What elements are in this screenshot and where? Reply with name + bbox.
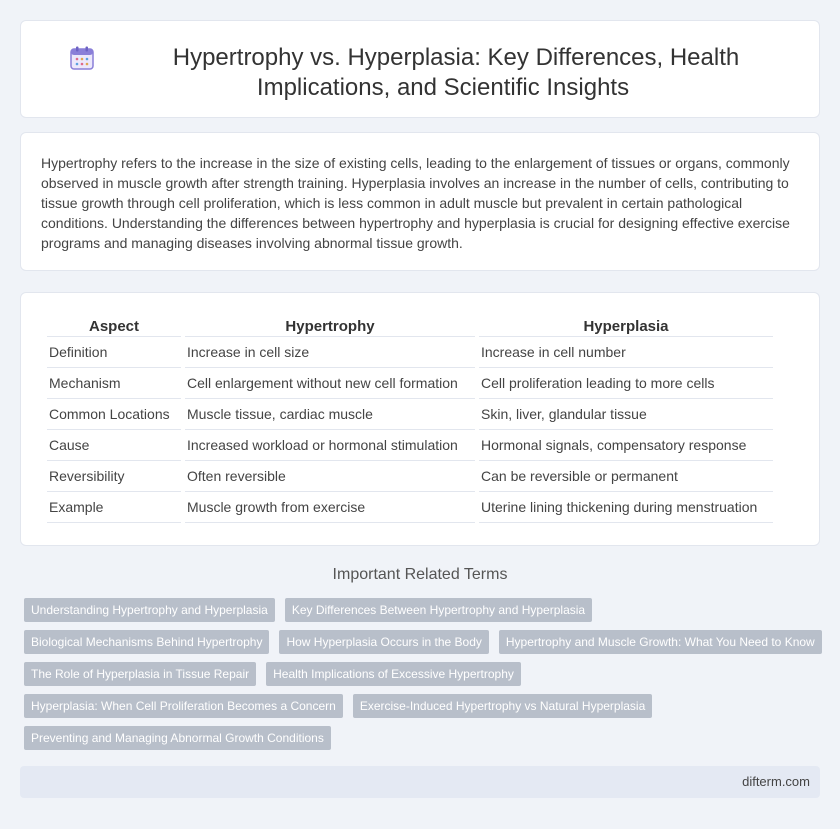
- table-cell: Can be reversible or permanent: [479, 461, 773, 492]
- comparison-table: [43, 315, 777, 523]
- header-card: [20, 20, 820, 118]
- table-row: [47, 492, 773, 523]
- footer-site-name[interactable]: difterm.com: [742, 774, 810, 789]
- table-cell: Uterine lining thickening during menstruation: [479, 492, 773, 523]
- table-cell: Common Locations: [47, 399, 181, 430]
- related-term-link[interactable]: Understanding Hypertrophy and Hyperplasia: [24, 598, 275, 622]
- footer: [20, 766, 820, 798]
- table-cell: Muscle growth from exercise: [185, 492, 475, 523]
- tag-row: [24, 662, 531, 686]
- table-cell: Increase in cell number: [479, 337, 773, 368]
- column-header-hypertrophy: Hypertrophy: [185, 315, 475, 337]
- column-header-aspect: Aspect: [47, 315, 181, 337]
- page-title: Hypertrophy vs. Hyperplasia: Key Differences, Health Implications, and Scientific Insights: [172, 44, 740, 101]
- table-row: [47, 461, 773, 492]
- related-term-link[interactable]: Exercise-Induced Hypertrophy vs Natural Hyperplasia: [353, 694, 652, 718]
- table-row: [47, 430, 773, 461]
- table-cell: Reversibility: [47, 461, 181, 492]
- related-term-link[interactable]: Key Differences Between Hypertrophy and Hyperplasia: [285, 598, 592, 622]
- comparison-table-card: [20, 292, 820, 546]
- table-row: [47, 368, 773, 399]
- related-term-link[interactable]: Hyperplasia: When Cell Proliferation Becomes a Concern: [24, 694, 343, 718]
- related-term-link[interactable]: Preventing and Managing Abnormal Growth Conditions: [24, 726, 331, 750]
- intro-card: [20, 132, 820, 271]
- related-term-link[interactable]: The Role of Hyperplasia in Tissue Repair: [24, 662, 256, 686]
- tag-row: [24, 726, 341, 750]
- table-cell: Increased workload or hormonal stimulation: [185, 430, 475, 461]
- table-cell: Increase in cell size: [185, 337, 475, 368]
- table-row: [47, 337, 773, 368]
- table-cell: Cause: [47, 430, 181, 461]
- related-terms-heading: Important Related Terms: [332, 566, 508, 583]
- table-cell: Example: [47, 492, 181, 523]
- table-row: [47, 399, 773, 430]
- tag-row: [24, 598, 602, 622]
- column-header-hyperplasia: Hyperplasia: [479, 315, 773, 337]
- related-term-link[interactable]: Hypertrophy and Muscle Growth: What You Need to Know: [499, 630, 822, 654]
- tag-row: [24, 694, 662, 718]
- related-term-link[interactable]: How Hyperplasia Occurs in the Body: [279, 630, 488, 654]
- table-cell: Mechanism: [47, 368, 181, 399]
- table-cell: Muscle tissue, cardiac muscle: [185, 399, 475, 430]
- related-term-link[interactable]: Biological Mechanisms Behind Hypertrophy: [24, 630, 269, 654]
- related-term-link[interactable]: Health Implications of Excessive Hypertrophy: [266, 662, 521, 686]
- table-header-row: [47, 315, 773, 337]
- table-cell: Definition: [47, 337, 181, 368]
- intro-paragraph: Hypertrophy refers to the increase in the size of existing cells, leading to the enlargement of tissues or organs, commonly observed in muscle growth after strength training. Hyperplasia involves an increase in the number of cells, contributing to tissue growth through cell proliferation, which is less common in adult muscle but prevalent in certain pathological conditions. Understanding the differences between hypertrophy and hyperplasia is crucial for designing effective exercise programs and managing diseases involving abnormal tissue growth.: [41, 155, 790, 251]
- table-cell: Cell proliferation leading to more cells: [479, 368, 773, 399]
- table-cell: Often reversible: [185, 461, 475, 492]
- table-cell: Cell enlargement without new cell formation: [185, 368, 475, 399]
- tag-row: [24, 630, 832, 654]
- table-cell: Skin, liver, glandular tissue: [479, 399, 773, 430]
- table-cell: Hormonal signals, compensatory response: [479, 430, 773, 461]
